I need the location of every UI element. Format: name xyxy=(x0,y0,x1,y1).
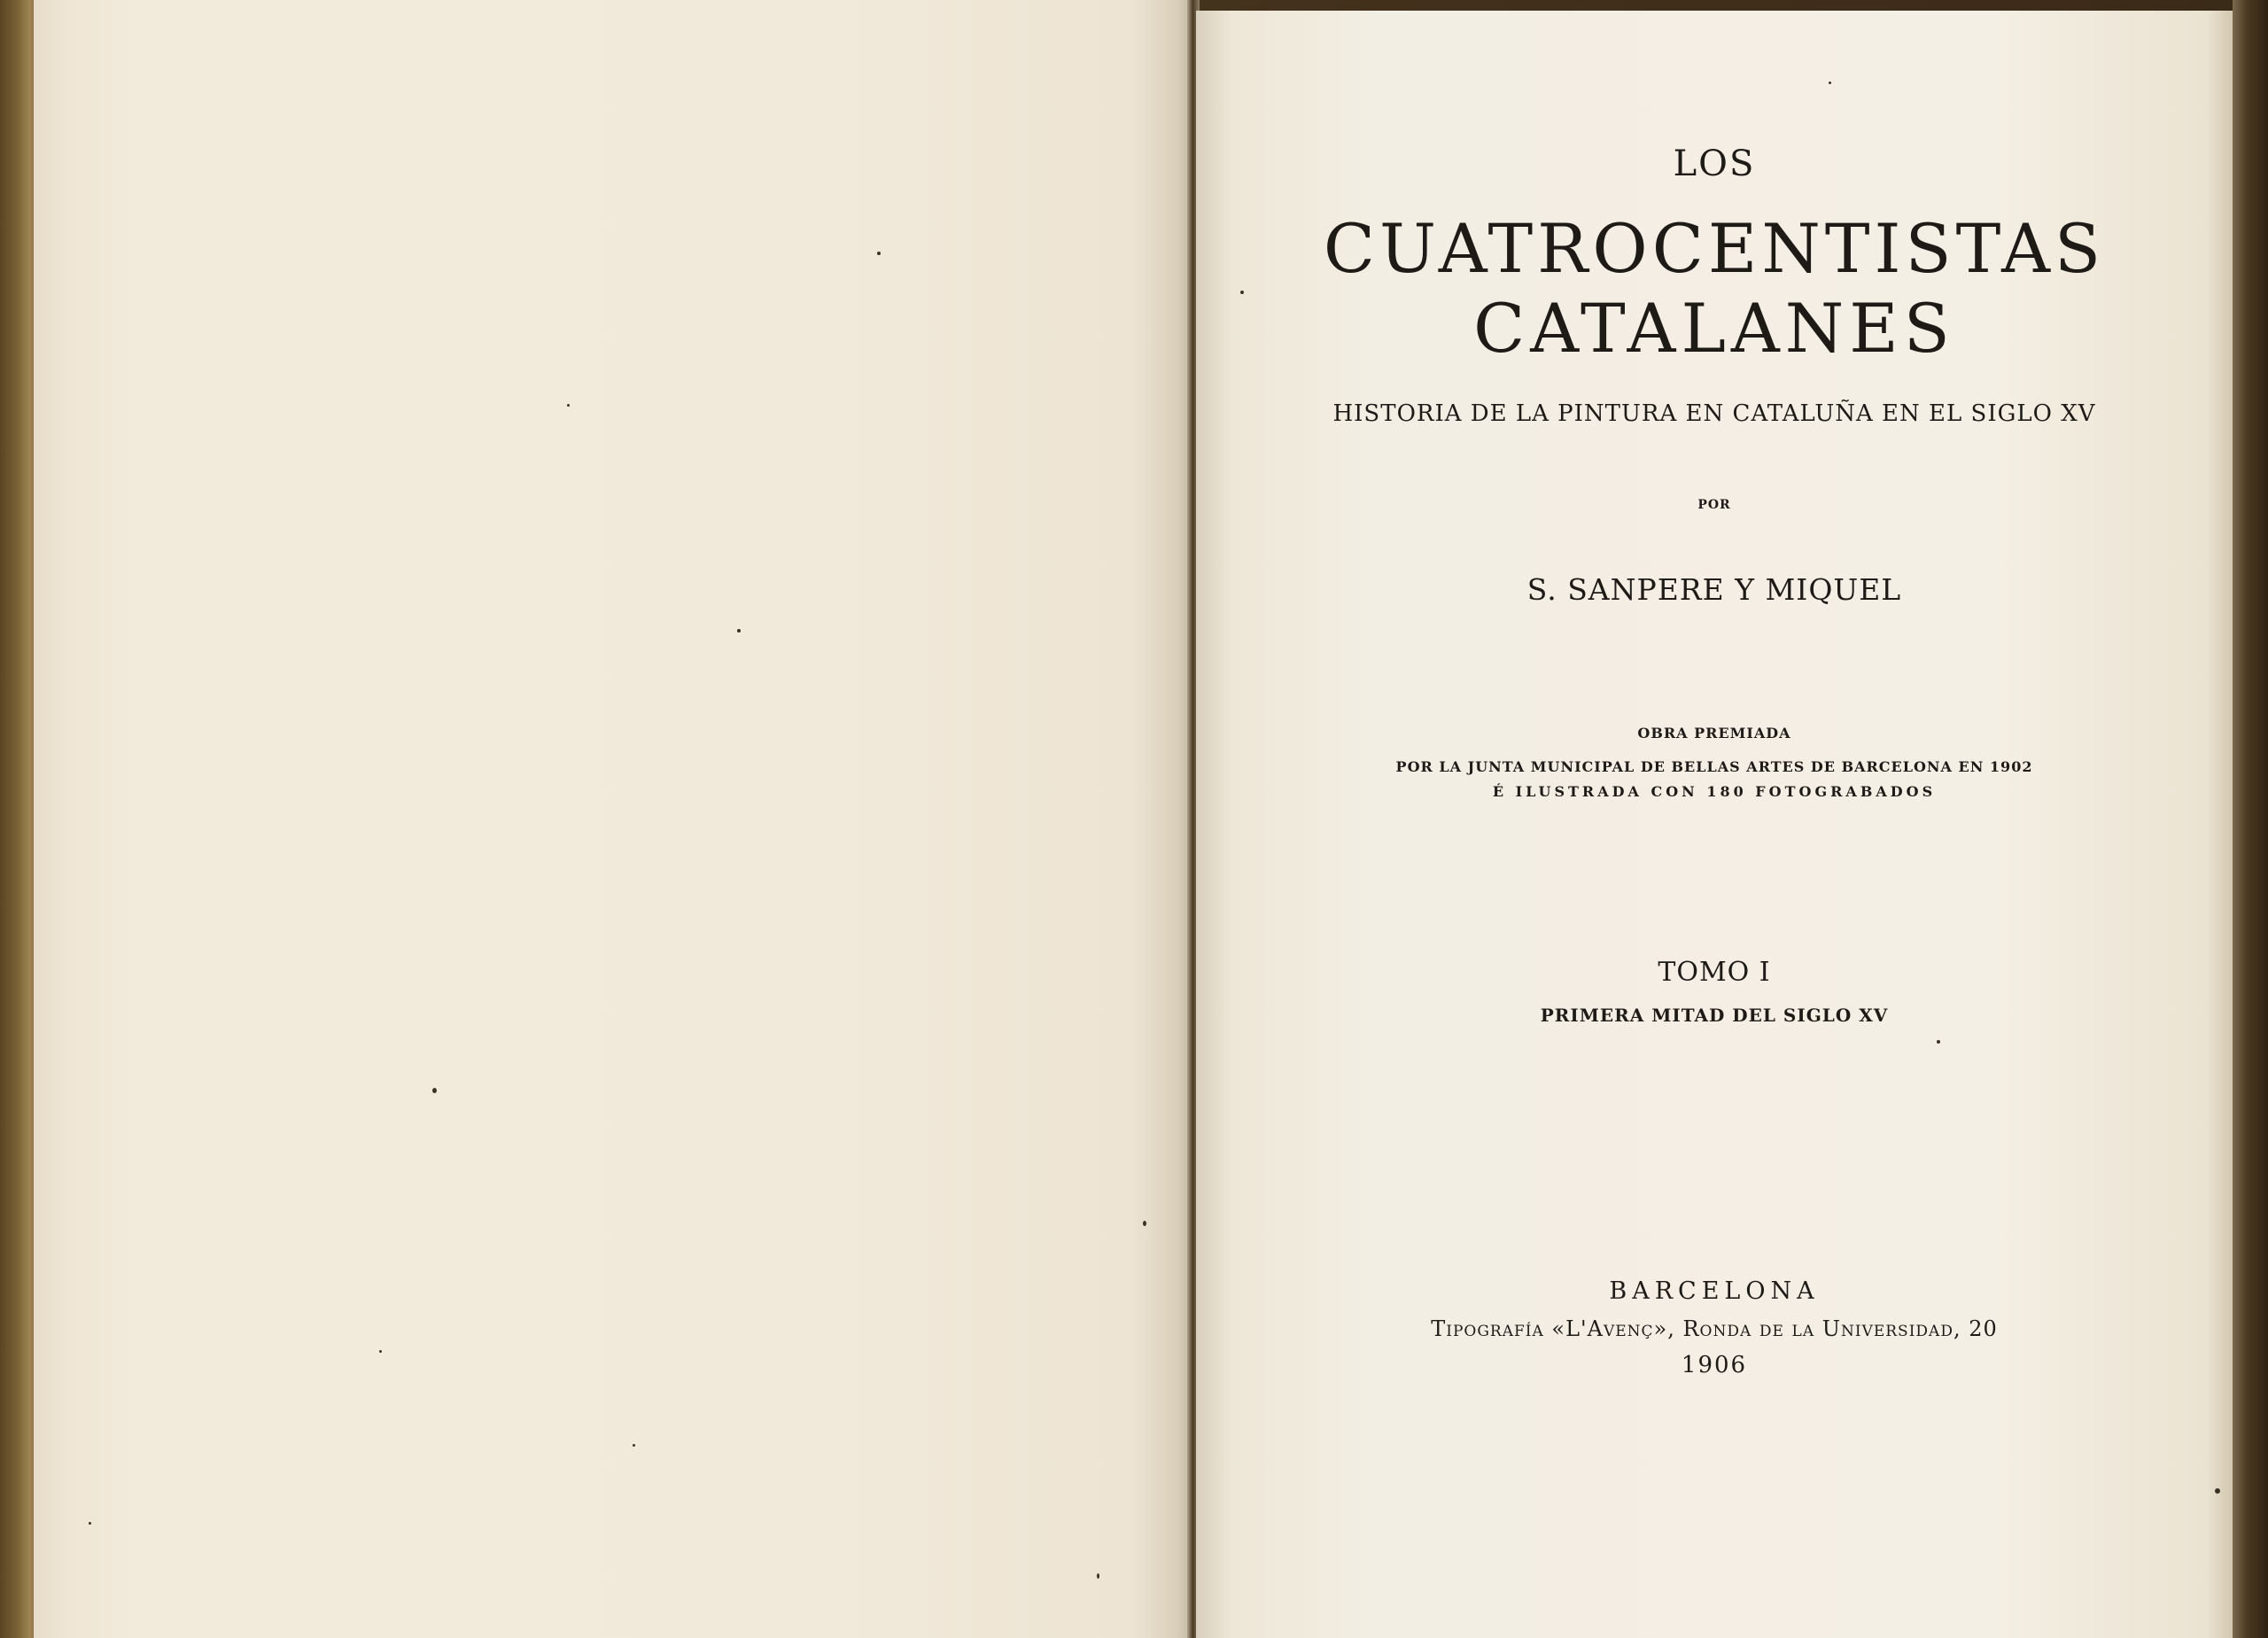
paper-speck xyxy=(877,252,881,255)
title-line-1: CUATROCENTISTAS xyxy=(1323,209,2106,288)
title-line-2: CATALANES xyxy=(1473,289,1955,368)
author-name: S. SANPERE Y MIQUEL xyxy=(1526,572,1902,607)
paper-speck xyxy=(567,404,570,407)
paper-speck xyxy=(1829,82,1831,84)
imprint-printer: Tipografía «L'Avenç», Ronda de la Universidad, 20 xyxy=(1431,1316,1998,1341)
imprint-city: BARCELONA xyxy=(1609,1277,1820,1305)
book-edge xyxy=(2233,0,2268,1638)
blank-left-page xyxy=(34,0,1196,1638)
paper-speck xyxy=(379,1350,382,1353)
paper-speck xyxy=(2215,1488,2220,1494)
paper-speck xyxy=(432,1088,437,1093)
volume-subtitle: PRIMERA MITAD DEL SIGLO XV xyxy=(1540,1005,1889,1026)
por-label: POR xyxy=(1697,498,1731,512)
paper-speck xyxy=(737,629,741,633)
award-line-2: POR LA JUNTA MUNICIPAL DE BELLAS ARTES DE BARCELONA EN 1902 xyxy=(1395,758,2033,775)
subtitle: HISTORIA DE LA PINTURA EN CATALUÑA EN EL SIGLO XV xyxy=(1332,400,2096,427)
paper-speck xyxy=(1097,1573,1099,1579)
imprint-year: 1906 xyxy=(1681,1352,1748,1378)
volume-label: TOMO I xyxy=(1658,957,1771,988)
award-line-1: OBRA PREMIADA xyxy=(1637,725,1791,741)
title-los: LOS xyxy=(1673,144,1756,184)
award-line-3: É ILUSTRADA CON 180 FOTOGRABADOS xyxy=(1492,783,1937,800)
paper-speck xyxy=(89,1522,91,1525)
paper-speck xyxy=(633,1444,635,1447)
paper-speck xyxy=(1143,1221,1146,1226)
paper-speck xyxy=(1937,1040,1940,1044)
